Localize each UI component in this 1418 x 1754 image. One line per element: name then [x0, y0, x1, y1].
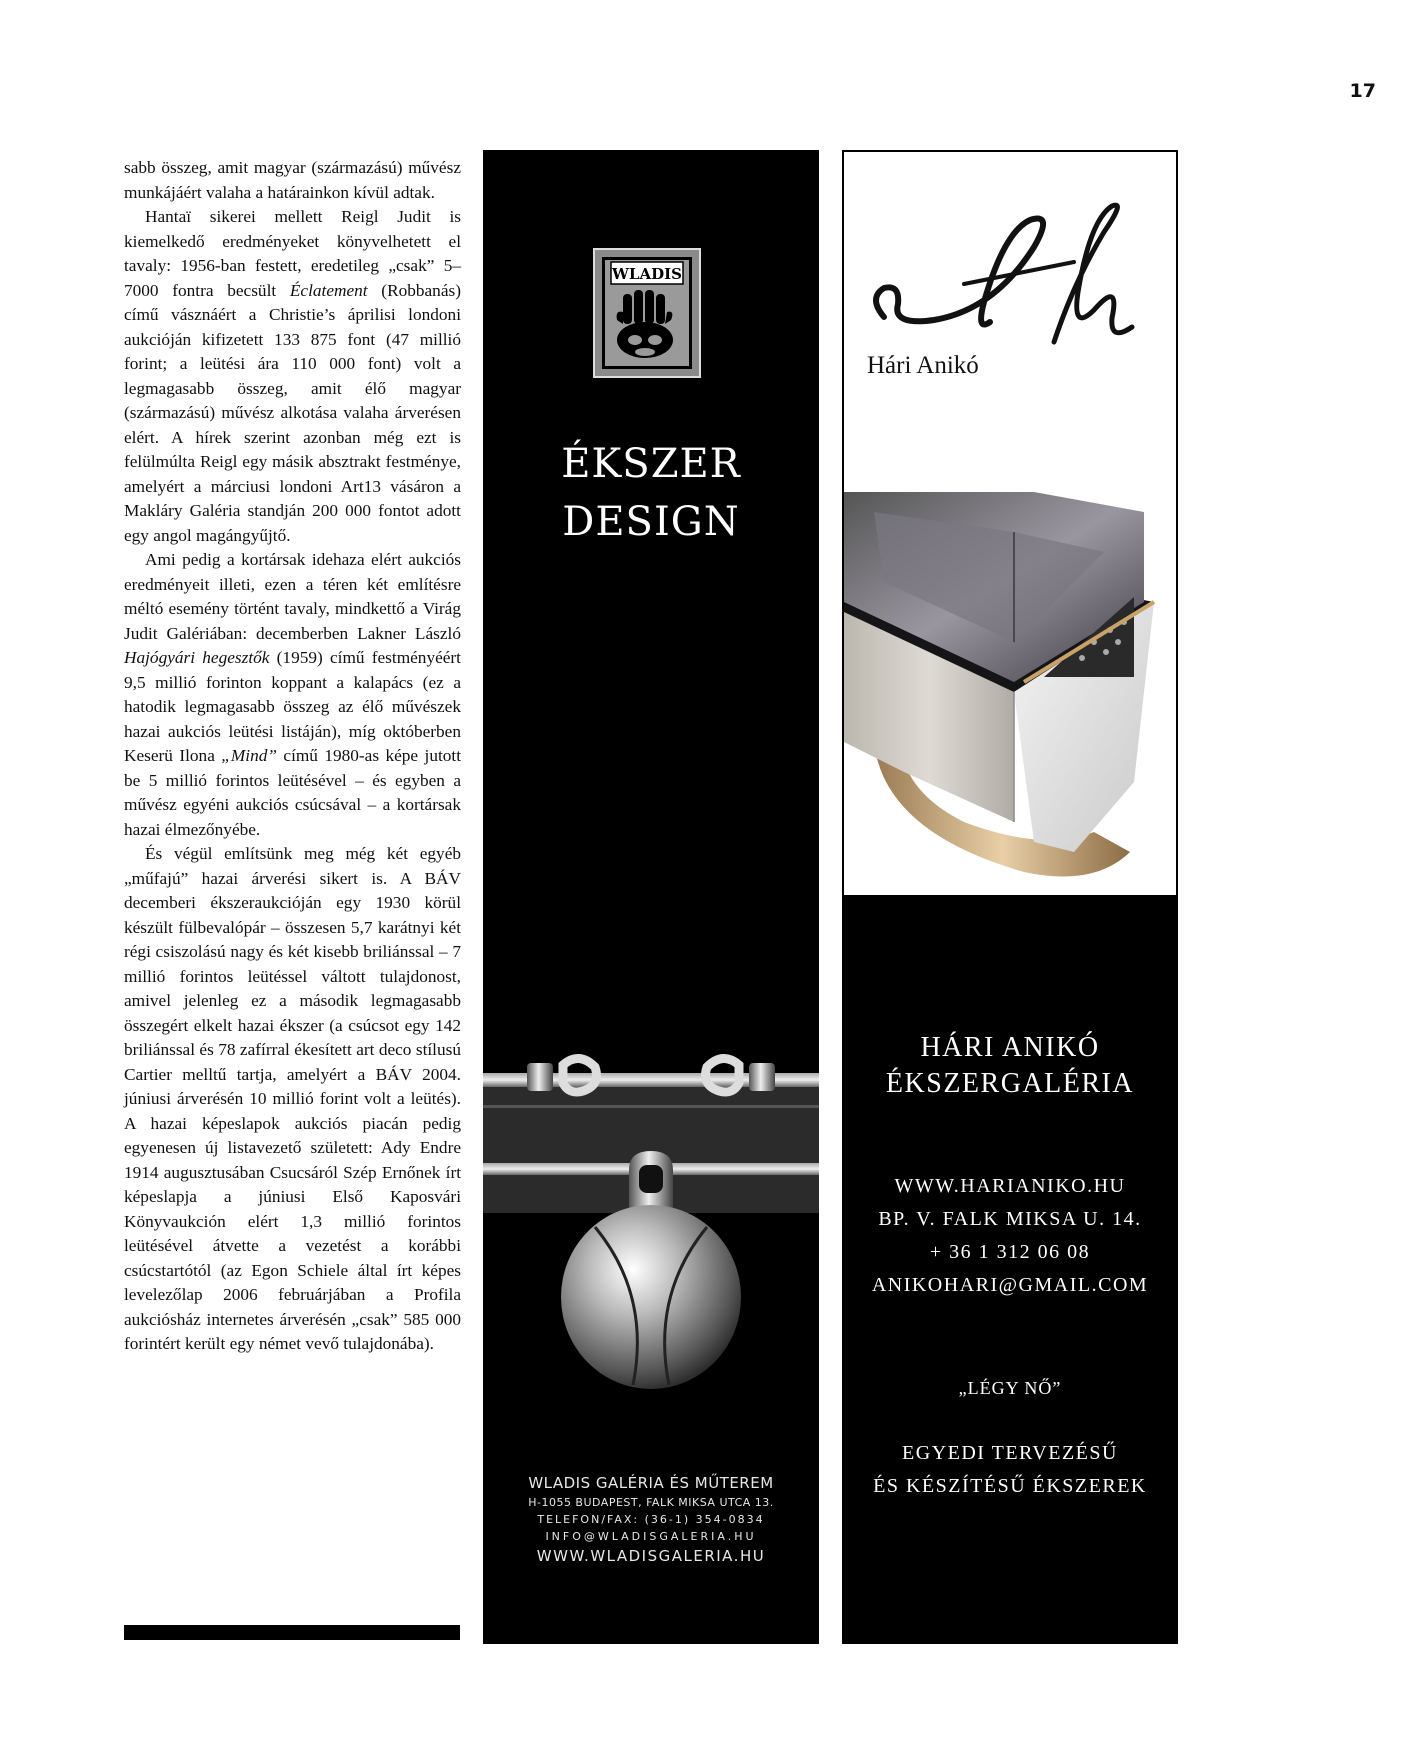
gallery-email: INFO@WLADISGALERIA.HU — [545, 1530, 757, 1543]
article-text-column — [124, 156, 461, 1357]
tagline-line-1: EGYEDI TERVEZÉSŰ — [902, 1442, 1118, 1464]
heading-line-2: DESIGN — [562, 499, 740, 545]
italic-title: „Mind” — [221, 746, 277, 765]
wladis-contact-block — [483, 1472, 819, 1567]
hari-brand-name: Hári Anikó — [867, 352, 979, 379]
hari-gallery-title — [842, 1030, 1178, 1102]
wladis-logo — [593, 248, 701, 378]
ekszer-design-heading — [483, 435, 819, 551]
italic-title: Éclatement — [289, 280, 368, 300]
wladis-advertisement — [483, 150, 819, 1644]
hari-address: BP. V. FALK MIKSA U. 14. — [878, 1208, 1142, 1230]
article-paragraph — [124, 548, 461, 842]
text-run: És végül említsünk meg még két egyéb „műfajú” hazai árverési sikert is. A BÁV decemberi ékszeraukcióján egy 1930 körül készült fülbevalópár – összesen 5,7 karátnyi két régi csiszolású nagy és két kisebb briliánssal – 7 millió forintos leütéssel váltott tulajdonost, amivel jelenleg ez a második legmagasabb összegért elkelt hazai ékszer (a csúcsot egy 142 briliánssal és 78 zafírral ékesített art deco stílusú Cartier melltű tartja, amelyért a BÁV 2004. júniusi árverésén 10 millió forint volt a leütés). A hazai képeslapok aukciós piacán pedig egyenesen új listavezető született: Ady Endre 1914 augusztusában Csucsáról Szép Ernőnek írt képeslapja a júniusi Első Kaposvári Könyvaukción elért 1,3 millió forintos leütésével átvette a vezetést a korábbi csúcstartótól (az Egon Schiele által írt képes levelezőlap 2006 februárjában a Profila aukciósház internetes árverésén „csak” 585 000 forintért került egy német vevő tulajdonába). — [124, 844, 461, 1353]
title-line-1: HÁRI ANIKÓ — [920, 1032, 1100, 1063]
hari-email: ANIKOHARI@GMAIL.COM — [871, 1274, 1149, 1296]
gallery-address: H-1055 BUDAPEST, FALK MIKSA UTCA 13. — [528, 1496, 774, 1509]
text-run: című 1980-as képe jutott be 5 millió forintos leütésével – és egyben a művész egyéni aukciós csúcsával – a kortársak hazai élmezőnyébe. — [124, 746, 462, 839]
text-run: (Robbanás) című vásznáért a Christie’s áprilisi londoni aukcióján kifizetett 133 875 font (47 millió forint; a leütési ára 110 000 font) volt a legmagasabb összeg, amit élő magyar (származású) művész alkotása valaha árverésen elért. A hírek szerint azonban még ezt is felülmúlta Reigl egy másik absztrakt festménye, amelyért a márciusi londoni Art13 vásáron a Makláry Galéria standján 200 000 fontot adott egy angol magángyűjtő. — [124, 280, 461, 545]
title-line-2: ÉKSZERGALÉRIA — [885, 1068, 1135, 1099]
pendant-chain-photo — [483, 1045, 819, 1520]
article-paragraph — [124, 842, 461, 1357]
hari-phone: + 36 1 312 06 08 — [929, 1241, 1091, 1263]
hari-contact-block — [842, 1170, 1178, 1302]
ring-photo — [844, 492, 1176, 895]
text-run: sabb összeg, amit magyar (származású) művész munkájáért valaha a határainkon kívül adtak. — [124, 158, 461, 202]
hari-slogan: „LÉGY NŐ” — [958, 1378, 1062, 1398]
tagline-line-2: ÉS KÉSZÍTÉSŰ ÉKSZEREK — [873, 1475, 1147, 1497]
article-paragraph — [124, 205, 461, 548]
hari-top-panel — [844, 152, 1176, 895]
page-number: 17 — [1349, 80, 1376, 102]
bottom-rule — [124, 1625, 460, 1640]
italic-title: Hajógyári hegesztők — [124, 648, 270, 667]
heading-line-1: ÉKSZER — [561, 441, 741, 487]
hari-tagline — [842, 1437, 1178, 1503]
hari-website: WWW.HARIANIKO.HU — [894, 1175, 1126, 1197]
wladis-logo-text: WLADIS — [612, 265, 682, 283]
text-run: Hantaï sikerei mellett Reigl Judit is kiemelkedő eredményeket könyvelhetett el tavaly: 1956-ban festett, eredetileg „csak” 5–7000 fontra becsült — [124, 207, 461, 300]
script-monogram-logo — [864, 192, 1144, 362]
article-paragraph — [124, 156, 461, 205]
gallery-name: WLADIS GALÉRIA ÉS MŰTEREM — [528, 1474, 774, 1492]
hari-aniko-advertisement — [842, 150, 1178, 1644]
text-run: (1959) című festményéért 9,5 millió forinton koppant a kalapács (ez a hatodik legmagasabb összeg az élő művészek hazai aukciós leütési listáján), míg októberben Keserü Ilona — [124, 648, 461, 765]
gallery-website: WWW.WLADISGALERIA.HU — [536, 1547, 766, 1565]
gallery-phone: TELEFON/FAX: (36-1) 354-0834 — [537, 1513, 765, 1526]
text-run: Ami pedig a kortársak idehaza elért aukciós eredményeit illeti, ezen a téren két említésre méltó esemény történt tavaly, mindkettő a Virág Judit Galériában: decemberben Lakner László — [124, 550, 461, 643]
